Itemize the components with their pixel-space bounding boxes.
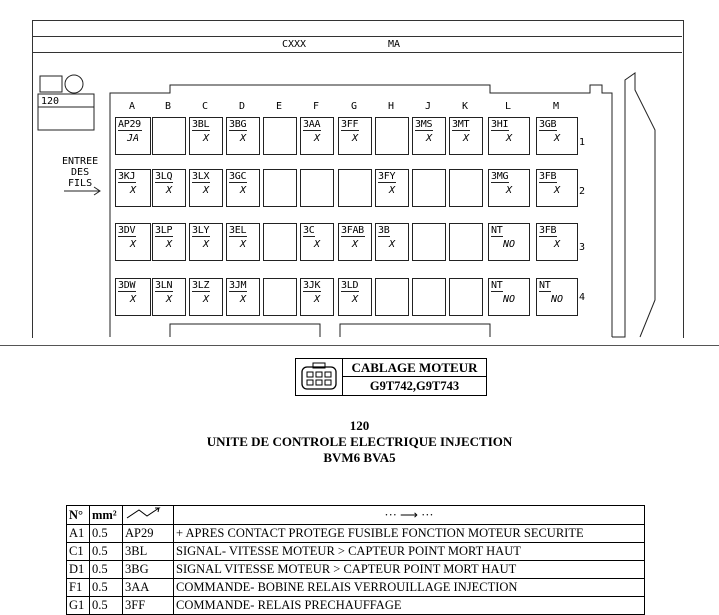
function: COMMANDE- RELAIS PRECHAUFFAGE [174, 597, 645, 615]
pin-wire: X [202, 133, 210, 144]
pin-cell-k4 [449, 278, 483, 316]
pin-cell-b2 [152, 169, 186, 207]
pin-cell-a1 [115, 117, 151, 155]
pin-code: 3LN [155, 280, 173, 291]
pin-number: G1 [67, 597, 90, 615]
pin-cell-e2 [263, 169, 297, 207]
wire-code: 3AA [123, 579, 174, 597]
pin-cell-h3 [375, 223, 409, 261]
pin-wire: X [388, 185, 396, 196]
pin-wire: X [202, 294, 210, 305]
column-letter-g: G [350, 101, 358, 112]
wire-section: 0.5 [90, 561, 123, 579]
pin-wire: X [165, 294, 173, 305]
pin-cell-f4 [300, 278, 334, 316]
pin-cell-b4 [152, 278, 186, 316]
column-letter-h: H [387, 101, 395, 112]
pin-wire: X [165, 239, 173, 250]
pin-code: 3B [378, 225, 390, 236]
pin-code: NT [491, 225, 503, 236]
pin-wire: JA [126, 133, 140, 144]
pin-wire: X [239, 294, 247, 305]
wire-section: 0.5 [90, 543, 123, 561]
pin-cell-m3 [536, 223, 578, 261]
unit-number: 120 [349, 418, 370, 433]
unit-name: UNITE DE CONTROLE ELECTRIQUE INJECTION [206, 434, 513, 449]
pin-wire: X [505, 185, 513, 196]
pin-cell-l1 [488, 117, 530, 155]
pin-code: 3LP [155, 225, 173, 236]
pin-cell-c3 [189, 223, 223, 261]
pin-cell-h4 [375, 278, 409, 316]
pin-wire: X [202, 239, 210, 250]
input-label-line-3: FILS [68, 178, 93, 189]
pin-wire: X [239, 239, 247, 250]
column-letter-b: B [164, 101, 172, 112]
pin-code: 3GC [229, 171, 247, 182]
pin-wire: X [505, 133, 513, 144]
pin-wire: X [313, 133, 321, 144]
pin-wire: NO [502, 239, 516, 250]
pin-code: 3DW [118, 280, 136, 291]
pin-wire: X [425, 133, 433, 144]
pin-code: 3JM [229, 280, 247, 291]
pin-cell-c1 [189, 117, 223, 155]
header-left-label: CXXX [282, 39, 307, 50]
input-label-line-1: ENTREE [62, 156, 99, 167]
pin-code: 3DV [118, 225, 136, 236]
pin-code: AP29 [118, 119, 141, 130]
column-letter-l: L [504, 101, 512, 112]
pin-code: 3LX [192, 171, 210, 182]
pin-code: 3FY [378, 171, 396, 182]
pin-wire: X [388, 239, 396, 250]
harness-box [295, 358, 487, 396]
pin-code: 3LZ [192, 280, 210, 291]
pin-code: 3BL [192, 119, 210, 130]
pin-cell-m2 [536, 169, 578, 207]
pin-number: A1 [67, 525, 90, 543]
function: COMMANDE- BOBINE RELAIS VERROUILLAGE INJECTION [174, 579, 645, 597]
pin-code: 3HI [491, 119, 509, 130]
pin-code: 3BG [229, 119, 247, 130]
component-box-label: 120 [41, 96, 60, 107]
table-row [67, 597, 645, 615]
pin-wire: X [129, 239, 137, 250]
column-letter-e: E [275, 101, 283, 112]
pin-cell-d1 [226, 117, 260, 155]
pin-wire: X [129, 185, 137, 196]
pin-code: 3LY [192, 225, 210, 236]
pin-wire: X [202, 185, 210, 196]
pin-cell-l2 [488, 169, 530, 207]
pin-cell-g4 [338, 278, 372, 316]
pin-code: 3LQ [155, 171, 173, 182]
pin-code: 3LD [341, 280, 359, 291]
pin-cell-g2 [338, 169, 372, 207]
pin-cell-e3 [263, 223, 297, 261]
pin-table-header [67, 506, 645, 525]
pin-wire: X [313, 294, 321, 305]
column-letter-j: J [424, 101, 432, 112]
pin-cell-e1 [263, 117, 297, 155]
pin-cell-j3 [412, 223, 446, 261]
input-label [62, 156, 98, 189]
table-row [67, 561, 645, 579]
function: SIGNAL VITESSE MOTEUR > CAPTEUR POINT MORT HAUT [174, 561, 645, 579]
pin-code: 3FB [539, 225, 557, 236]
connector-icon [296, 359, 343, 395]
pin-wire: NO [502, 294, 516, 305]
pin-wire: X [165, 185, 173, 196]
pin-cell-l3 [488, 223, 530, 261]
harness-title: CABLAGE MOTEUR [343, 359, 486, 377]
pin-cell-h2 [375, 169, 409, 207]
unit-variant: BVM6 BVA5 [323, 450, 396, 465]
table-row [67, 579, 645, 597]
pin-cell-m4 [536, 278, 578, 316]
wire-section: 0.5 [90, 597, 123, 615]
pin-number: C1 [67, 543, 90, 561]
pin-wire: X [313, 239, 321, 250]
wire-code: AP29 [123, 525, 174, 543]
column-letter-d: D [238, 101, 246, 112]
column-letter-f: F [312, 101, 320, 112]
pin-cell-a2 [115, 169, 151, 207]
pin-code: 3FAB [341, 225, 364, 236]
pin-code: 3FB [539, 171, 557, 182]
pin-cell-k3 [449, 223, 483, 261]
pin-cell-g1 [338, 117, 372, 155]
pin-code: 3MG [491, 171, 509, 182]
pin-wire: X [239, 133, 247, 144]
pin-wire: X [553, 185, 561, 196]
pin-code: 3MT [452, 119, 470, 130]
pin-cell-c4 [189, 278, 223, 316]
pin-code: 3GB [539, 119, 557, 130]
pin-wire: X [351, 133, 359, 144]
pin-table [66, 505, 645, 615]
wire-section: 0.5 [90, 579, 123, 597]
pin-table-body [67, 525, 645, 615]
header-direction: ··· ⟶ ··· [174, 506, 645, 525]
unit-title [0, 418, 719, 466]
pin-cell-l4 [488, 278, 530, 316]
pin-wire: X [553, 133, 561, 144]
table-row [67, 543, 645, 561]
pin-cell-j4 [412, 278, 446, 316]
column-letter-c: C [201, 101, 209, 112]
wire-code: 3BG [123, 561, 174, 579]
pin-wire: X [351, 294, 359, 305]
pin-code: 3KJ [118, 171, 136, 182]
row-number-4: 4 [579, 292, 586, 303]
pin-cell-f2 [300, 169, 334, 207]
pin-cell-j2 [412, 169, 446, 207]
input-label-line-2: DES [71, 167, 90, 178]
header-section: mm² [90, 506, 123, 525]
pin-code: 3JK [303, 280, 321, 291]
pin-cell-f3 [300, 223, 334, 261]
wire-section: 0.5 [90, 525, 123, 543]
pin-wire: X [553, 239, 561, 250]
pin-cell-m1 [536, 117, 578, 155]
pin-cell-b1 [152, 117, 186, 155]
pin-cell-h1 [375, 117, 409, 155]
column-letter-m: M [552, 101, 560, 112]
function: SIGNAL- VITESSE MOTEUR > CAPTEUR POINT MORT HAUT [174, 543, 645, 561]
header-number: N° [67, 506, 90, 525]
pin-code: NT [491, 280, 503, 291]
pin-wire: X [239, 185, 247, 196]
pin-wire: X [129, 294, 137, 305]
column-letter-k: K [461, 101, 469, 112]
pin-code: 3FF [341, 119, 359, 130]
row-number-1: 1 [579, 137, 586, 148]
header-wire-icon [123, 506, 174, 525]
pin-code: 3MS [415, 119, 433, 130]
table-row [67, 525, 645, 543]
pin-code: 3EL [229, 225, 247, 236]
pin-wire: X [462, 133, 470, 144]
pin-cell-e4 [263, 278, 297, 316]
pin-cell-b3 [152, 223, 186, 261]
pin-cell-k1 [449, 117, 483, 155]
harness-refs: G9T742,G9T743 [369, 379, 460, 393]
row-number-2: 2 [579, 186, 586, 197]
pin-wire: NO [550, 294, 564, 305]
pin-cell-f1 [300, 117, 334, 155]
pin-cell-d2 [226, 169, 260, 207]
wire-code: 3BL [123, 543, 174, 561]
pin-cell-a3 [115, 223, 151, 261]
pin-cell-k2 [449, 169, 483, 207]
pin-wire: X [351, 239, 359, 250]
column-letter-a: A [128, 101, 136, 112]
pin-cell-j1 [412, 117, 446, 155]
function: + APRES CONTACT PROTEGE FUSIBLE FONCTION MOTEUR SECURITE [174, 525, 645, 543]
pin-cell-a4 [115, 278, 151, 316]
pin-cell-d4 [226, 278, 260, 316]
pin-code: 3AA [303, 119, 321, 130]
pin-cell-c2 [189, 169, 223, 207]
wire-code: 3FF [123, 597, 174, 615]
pin-code: 3C [303, 225, 315, 236]
pin-number: D1 [67, 561, 90, 579]
pin-cell-d3 [226, 223, 260, 261]
header-right-label: MA [388, 39, 401, 50]
pin-code: NT [539, 280, 551, 291]
row-number-3: 3 [579, 242, 586, 253]
pin-cell-g3 [338, 223, 372, 261]
pin-number: F1 [67, 579, 90, 597]
wire-icon [125, 506, 169, 520]
